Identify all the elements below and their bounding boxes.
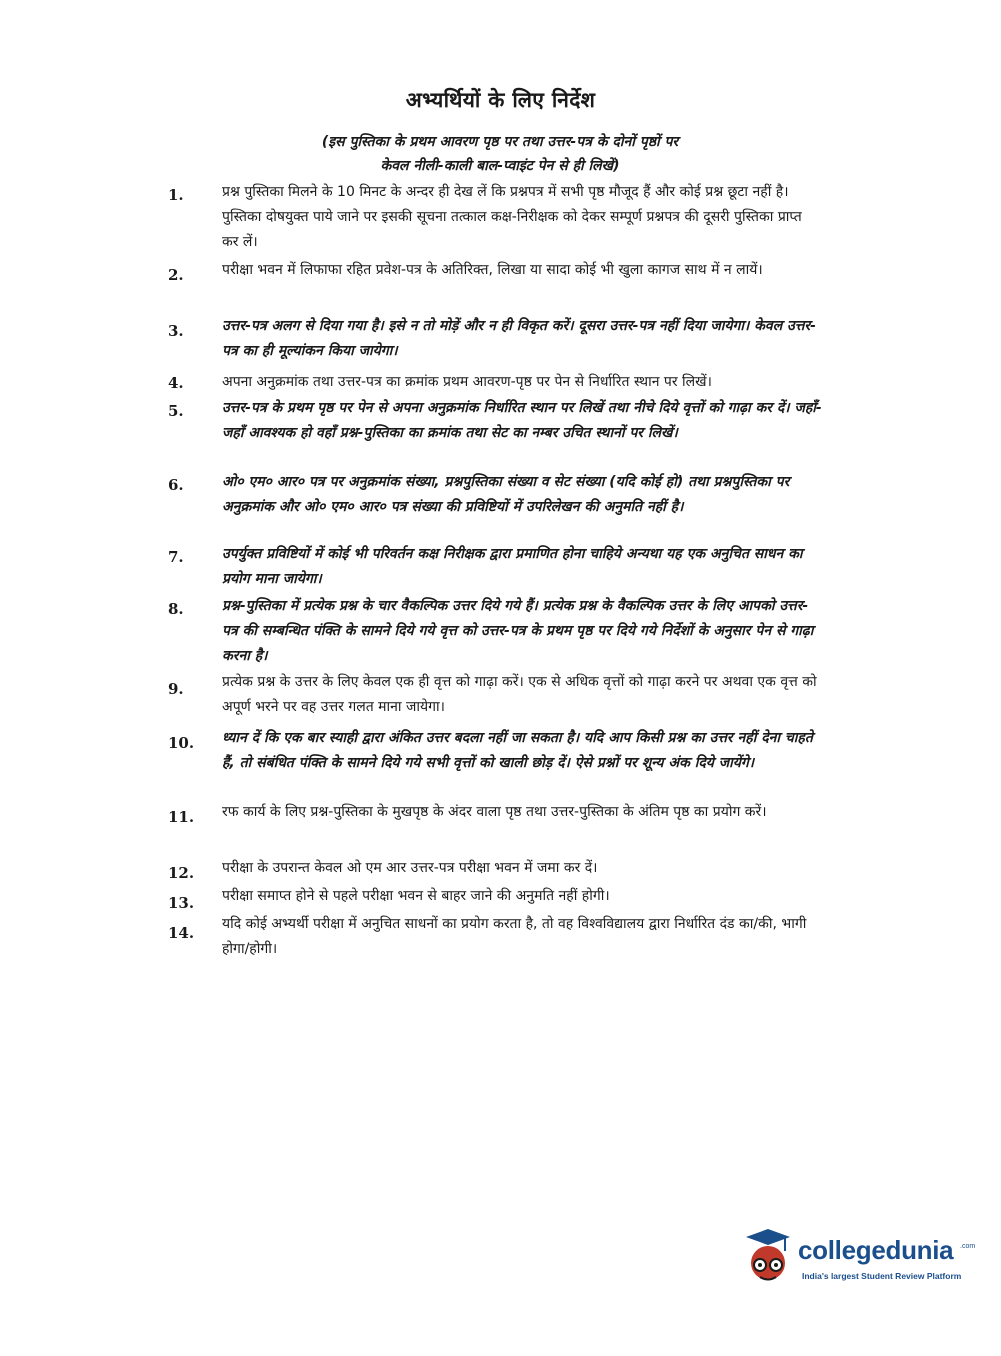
subtitle-line-1: (इस पुस्तिका के प्रथम आवरण पृष्ठ पर तथा उत्तर-पत्र के दोनों पृष्ठों पर — [321, 134, 679, 150]
instruction-text: परीक्षा समाप्त होने से पहले परीक्षा भवन से बाहर जाने की अनुमति नहीं होगी। — [222, 888, 610, 904]
instruction-number: 8. — [168, 600, 184, 618]
instruction-text: उत्तर-पत्र अलग से दिया गया है। इसे न तो मोड़ें और न ही विकृत करें। दूसरा उत्तर-पत्र नहीं दिया जायेगा। केवल उत्तर-पत्र का ही मूल्यांकन किया जायेगा। — [222, 318, 816, 359]
instruction-number: 9. — [168, 680, 184, 698]
instruction-text: प्रश्न पुस्तिका मिलने के 10 मिनट के अन्दर ही देख लें कि प्रश्नपत्र में सभी पृष्ठ मौजूद हैं और कोई प्रश्न छूटा नहीं है। पुस्तिका दोषयुक्त पाये जाने पर इसकी सूचना तत्काल कक्ष-निरीक्षक को देकर सम्पूर्ण प्रश्नपत्र की दूसरी पुस्तिका प्राप्त कर लें। — [222, 184, 802, 250]
instruction-number: 10. — [168, 734, 195, 752]
instruction-text: यदि कोई अभ्यर्थी परीक्षा में अनुचित साधनों का प्रयोग करता है, तो वह विश्वविद्यालय द्वारा निर्धारित दंड का/की, भागी होगा/होगी। — [222, 916, 807, 957]
brand-dotcom: .com — [960, 1243, 976, 1250]
instruction-text: उत्तर-पत्र के प्रथम पृष्ठ पर पेन से अपना अनुक्रमांक निर्धारित स्थान पर लिखें तथा नीचे दिये वृत्तों को गाढ़ा कर दें। जहाँ-जहाँ आवश्यक हो वहाँ प्रश्न-पुस्तिका का क्रमांक तथा सेट का नम्बर उचित स्थानों पर लिखें। — [222, 400, 822, 441]
instruction-number: 12. — [168, 864, 195, 882]
instruction-number: 2. — [168, 266, 184, 284]
instruction-number: 14. — [168, 924, 195, 942]
page-title: अभ्यर्थियों के लिए निर्देश — [405, 88, 596, 112]
instruction-text: ध्यान दें कि एक बार स्याही द्वारा अंकित उत्तर बदला नहीं जा सकता है। यदि आप किसी प्रश्न का उत्तर नहीं देना चाहते हैं, तो संबंधित पंक्ति के सामने दिये गये सभी वृत्तों को खाली छोड़ दें। ऐसे प्रश्नों पर शून्य अंक दिये जायेंगे। — [222, 730, 813, 771]
instruction-number: 3. — [168, 322, 184, 340]
collegedunia-watermark — [740, 1225, 976, 1300]
instruction-number: 6. — [168, 476, 184, 494]
mascot-logo-icon — [740, 1229, 796, 1289]
instruction-text: अपना अनुक्रमांक तथा उत्तर-पत्र का क्रमांक प्रथम आवरण-पृष्ठ पर पेन से निर्धारित स्थान पर लिखें। — [222, 374, 712, 390]
instruction-text: प्रत्येक प्रश्न के उत्तर के लिए केवल एक ही वृत्त को गाढ़ा करें। एक से अधिक वृत्तों को गाढ़ा करने पर अथवा एक वृत्त को अपूर्ण भरने पर वह उत्तर गलत माना जायेगा। — [222, 674, 817, 715]
instruction-number: 11. — [168, 808, 195, 826]
instruction-text: प्रश्न-पुस्तिका में प्रत्येक प्रश्न के चार वैकल्पिक उत्तर दिये गये हैं। प्रत्येक प्रश्न के वैकल्पिक उत्तर के लिए आपको उत्तर-पत्र की सम्बन्धित पंक्ति के सामने दिये गये वृत्त को उत्तर-पत्र के प्रथम पृष्ठ पर दिये गये निर्देशों के अनुसार पेन से गाढ़ा करना है। — [222, 598, 814, 664]
instruction-number: 4. — [168, 374, 184, 392]
brand-name: collegedunia — [798, 1235, 954, 1265]
brand-tagline: India's largest Student Review Platform — [802, 1271, 962, 1281]
instruction-number: 5. — [168, 402, 184, 420]
page-subtitle — [150, 130, 850, 178]
instruction-text: रफ कार्य के लिए प्रश्न-पुस्तिका के मुखपृष्ठ के अंदर वाला पृष्ठ तथा उत्तर-पुस्तिका के अंतिम पृष्ठ का प्रयोग करें। — [222, 804, 767, 820]
instruction-text: परीक्षा के उपरान्त केवल ओ एम आर उत्तर-पत्र परीक्षा भवन में जमा कर दें। — [222, 860, 598, 876]
instruction-text: उपर्युक्त प्रविष्टियों में कोई भी परिवर्तन कक्ष निरीक्षक द्वारा प्रमाणित होना चाहिये अन्यथा यह एक अनुचित साधन का प्रयोग माना जायेगा। — [222, 546, 803, 587]
instruction-number: 13. — [168, 894, 195, 912]
subtitle-line-2: केवल नीली-काली बाल-प्वाइंट पेन से ही लिखें) — [380, 158, 620, 174]
instruction-text: परीक्षा भवन में लिफाफा रहित प्रवेश-पत्र के अतिरिक्त, लिखा या सादा कोई भी खुला कागज साथ में न लायें। — [222, 262, 763, 278]
instruction-number: 1. — [168, 186, 184, 204]
instruction-number: 7. — [168, 548, 184, 566]
instruction-text: ओ० एम० आर० पत्र पर अनुक्रमांक संख्या, प्रश्नपुस्तिका संख्या व सेट संख्या (यदि कोई हो) तथा प्रश्नपुस्तिका पर अनुक्रमांक और ओ० एम० आर० पत्र संख्या की प्रविष्टियों में उपरिलेखन की अनुमति नहीं है। — [222, 474, 790, 515]
